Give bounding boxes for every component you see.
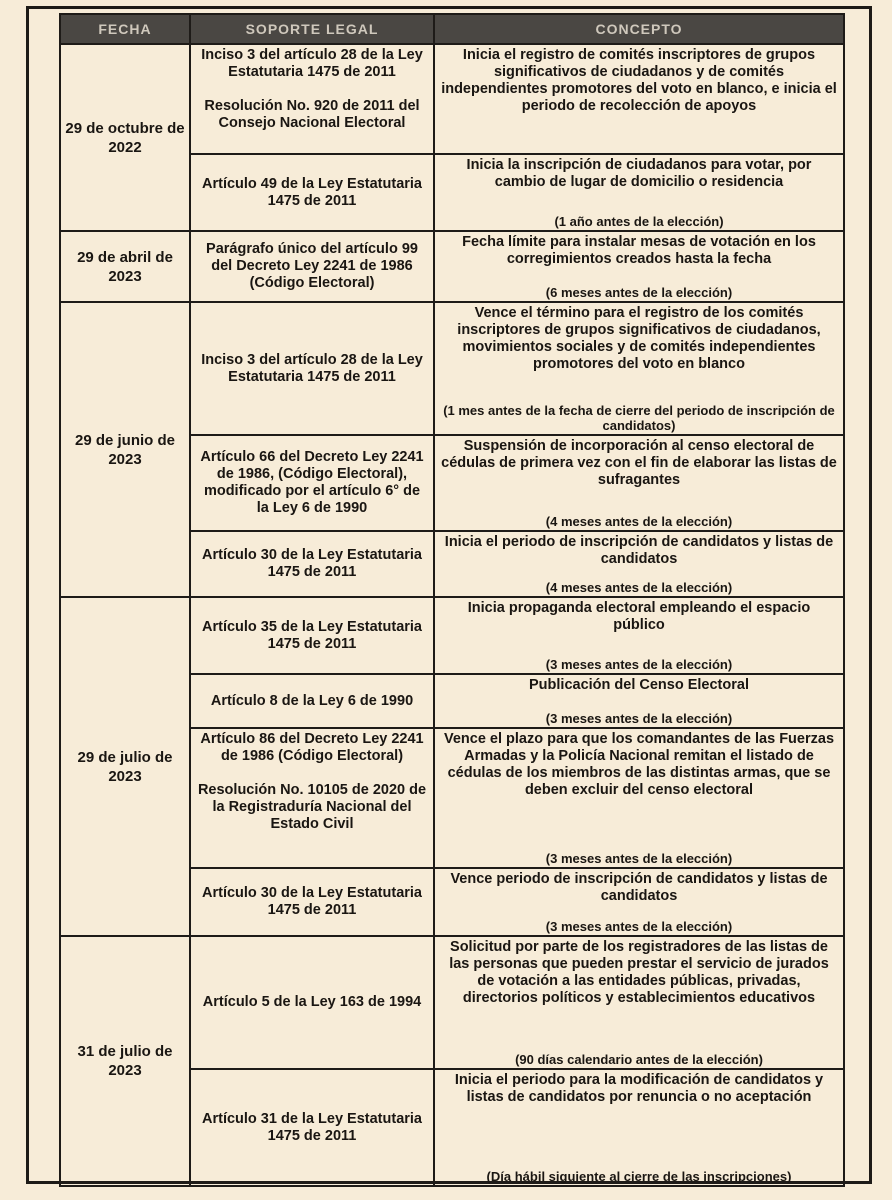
soporte-legal-cell (190, 674, 434, 728)
fecha-cell: 29 de junio de 2023 (60, 302, 190, 597)
soporte-legal-text: Artículo 66 del Decreto Ley 2241 de 1986, (Código Electoral), modificado por el artículo 6° de la Ley 6 de 1990 (200, 449, 424, 516)
fecha-cell: 31 de julio de 2023 (60, 936, 190, 1186)
concepto-text: Suspensión de incorporación al censo electoral de cédulas de primera vez con el fin de elaborar las listas de sufragantes (441, 438, 837, 488)
soporte-legal-text: Artículo 30 de la Ley Estatutaria 1475 de 2011 (202, 547, 422, 580)
soporte-legal-cell (190, 531, 434, 597)
concepto-cell (434, 597, 844, 674)
timing-note: (1 mes antes de la fecha de cierre del periodo de inscripción de candidatos) (443, 403, 835, 433)
concepto-cell (434, 44, 844, 154)
timing-note: (6 meses antes de la elección) (545, 285, 733, 300)
soporte-legal-text: Resolución No. 920 de 2011 del Consejo Nacional Electoral (204, 98, 420, 131)
concepto-text: Inicia el periodo para la modificación de candidatos y listas de candidatos por renuncia o no aceptación (454, 1072, 824, 1105)
soporte-legal-text: Artículo 5 de la Ley 163 de 1994 (202, 994, 422, 1010)
concepto-cell (434, 1069, 844, 1186)
concepto-text: Inicia el registro de comités inscriptores de grupos significativos de ciudadanos y de comités independientes promotores del voto en blanco, e inicia el periodo de recolección de apoyos (441, 47, 837, 114)
table-row (60, 936, 844, 1069)
soporte-legal-text: Artículo 8 de la Ley 6 de 1990 (210, 692, 414, 709)
soporte-legal-cell (190, 1069, 434, 1186)
soporte-legal-text: Resolución No. 10105 de 2020 de la Registraduría Nacional del Estado Civil (197, 782, 427, 832)
soporte-legal-cell (190, 231, 434, 302)
timing-note: (3 meses antes de la elección) (545, 711, 733, 726)
concepto-text: Fecha límite para instalar mesas de votación en los corregimientos creados hasta la fecha (462, 234, 816, 267)
concepto-text: Vence periodo de inscripción de candidatos y listas de candidatos (450, 871, 828, 904)
soporte-legal-text: Inciso 3 del artículo 28 de la Ley Estatutaria 1475 de 2011 (201, 351, 423, 385)
concepto-cell (434, 531, 844, 597)
electoral-calendar-table (59, 13, 845, 1187)
header-concepto: CONCEPTO (434, 14, 844, 44)
concepto-cell (434, 231, 844, 302)
soporte-legal-text: Parágrafo único del artículo 99 del Decreto Ley 2241 de 1986 (Código Electoral) (206, 241, 418, 291)
concepto-cell (434, 868, 844, 936)
soporte-legal-cell (190, 936, 434, 1069)
header-row (60, 14, 844, 44)
spacer (197, 81, 427, 98)
timing-note: (3 meses antes de la elección) (545, 657, 733, 672)
concepto-cell (434, 435, 844, 531)
timing-note: (4 meses antes de la elección) (545, 514, 733, 529)
concepto-cell (434, 154, 844, 231)
spacer (197, 765, 427, 782)
header-soporte-legal: SOPORTE LEGAL (190, 14, 434, 44)
soporte-legal-text: Artículo 86 del Decreto Ley 2241 de 1986 (Código Electoral) (200, 731, 424, 764)
document-page (26, 6, 872, 1184)
concepto-cell (434, 728, 844, 868)
timing-note: (Día hábil siguiente al cierre de las inscripciones) (486, 1169, 792, 1184)
fecha-cell: 29 de julio de 2023 (60, 597, 190, 936)
table-row (60, 302, 844, 435)
soporte-legal-cell (190, 728, 434, 868)
soporte-legal-text: Artículo 49 de la Ley Estatutaria 1475 de 2011 (202, 175, 422, 209)
table-row (60, 597, 844, 674)
concepto-cell (434, 674, 844, 728)
table-row (60, 44, 844, 154)
soporte-legal-text: Inciso 3 del artículo 28 de la Ley Estatutaria 1475 de 2011 (201, 47, 423, 80)
soporte-legal-cell (190, 597, 434, 674)
fecha-cell: 29 de abril de 2023 (60, 231, 190, 302)
concepto-text: Inicia el periodo de inscripción de candidatos y listas de candidatos (444, 534, 834, 567)
table-body (60, 44, 844, 1186)
soporte-legal-cell (190, 435, 434, 531)
table-row (60, 231, 844, 302)
timing-note: (4 meses antes de la elección) (545, 580, 733, 595)
concepto-text: Vence el término para el registro de los comités inscriptores de grupos significativos de ciudadanos, movimientos sociales y de comités independientes promotores del voto en blanco (457, 305, 821, 372)
concepto-cell (434, 302, 844, 435)
soporte-legal-cell (190, 154, 434, 231)
soporte-legal-cell (190, 868, 434, 936)
header-fecha: FECHA (60, 14, 190, 44)
timing-note: (1 año antes de la elección) (554, 214, 724, 229)
soporte-legal-text: Artículo 30 de la Ley Estatutaria 1475 de 2011 (202, 885, 422, 918)
concepto-text: Publicación del Censo Electoral (529, 677, 749, 693)
timing-note: (90 días calendario antes de la elección) (515, 1052, 763, 1067)
soporte-legal-text: Artículo 31 de la Ley Estatutaria 1475 de 2011 (202, 1110, 422, 1144)
concepto-text: Inicia propaganda electoral empleando el espacio público (467, 600, 811, 633)
soporte-legal-cell (190, 302, 434, 435)
soporte-legal-cell (190, 44, 434, 154)
timing-note: (3 meses antes de la elección) (545, 919, 733, 934)
concepto-cell (434, 936, 844, 1069)
concepto-text: Inicia la inscripción de ciudadanos para votar, por cambio de lugar de domicilio o residencia (466, 157, 812, 190)
timing-note: (3 meses antes de la elección) (545, 851, 733, 866)
concepto-text: Solicitud por parte de los registradores de las listas de las personas que pueden prestar el servicio de jurados de votación a las entidades públicas, privadas, directorios políticos y establecimientos educativos (449, 939, 829, 1006)
concepto-text: Vence el plazo para que los comandantes de las Fuerzas Armadas y la Policía Nacional remitan el listado de cédulas de los miembros de las distintas armas, que se deben excluir del censo electoral (443, 731, 835, 798)
soporte-legal-text: Artículo 35 de la Ley Estatutaria 1475 de 2011 (202, 618, 422, 652)
fecha-cell: 29 de octubre de 2022 (60, 44, 190, 231)
